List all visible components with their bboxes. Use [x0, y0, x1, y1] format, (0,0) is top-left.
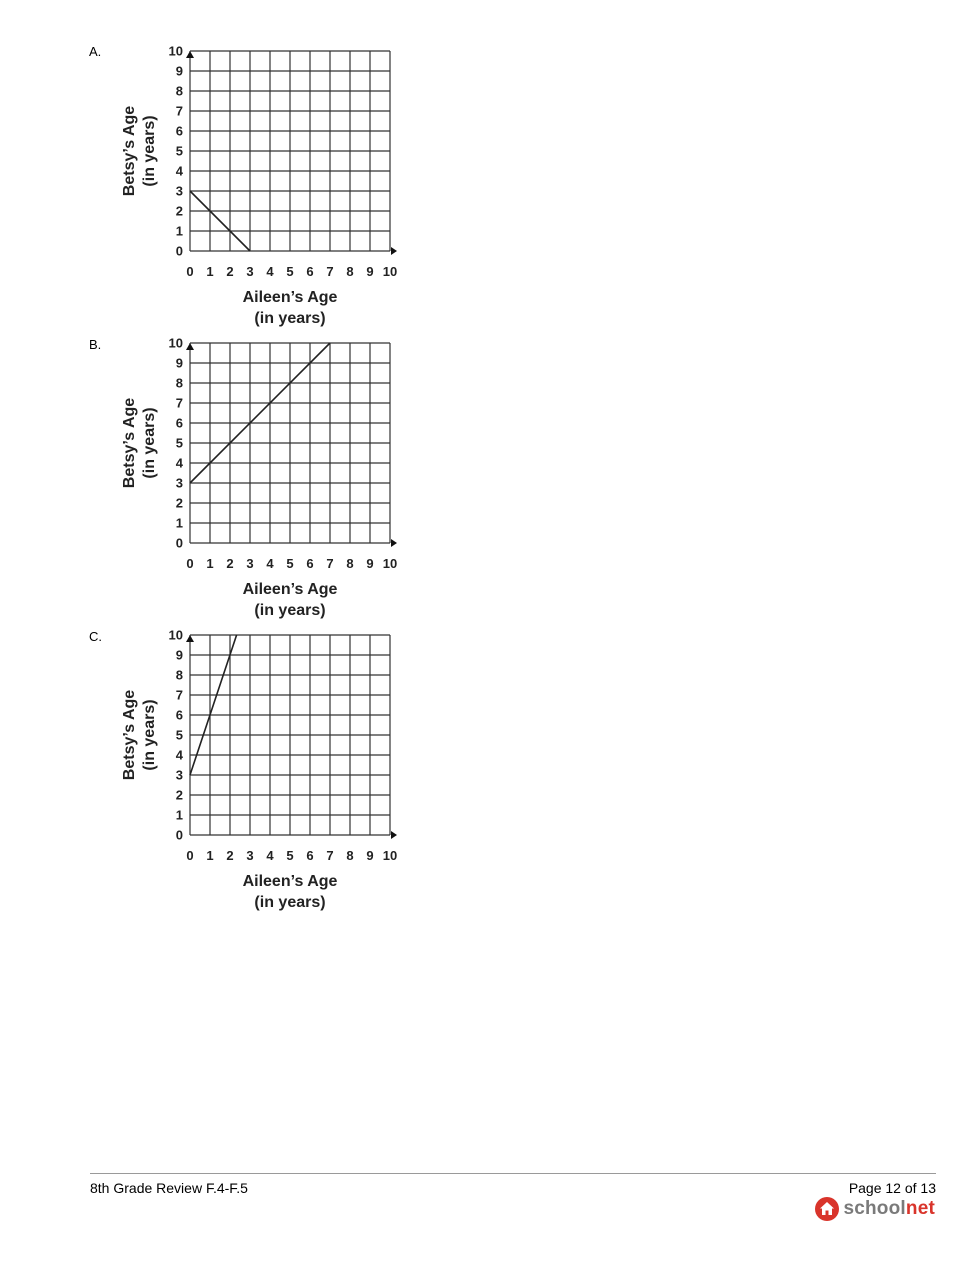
x-tick-label: 9	[366, 264, 374, 279]
x-tick-label: 3	[246, 556, 254, 571]
y-axis-arrow	[186, 635, 194, 642]
y-tick-label: 6	[175, 123, 183, 139]
y-tick-label: 10	[168, 627, 183, 643]
y-tick-label: 8	[175, 83, 183, 99]
y-axis-arrow	[186, 343, 194, 350]
y-tick-label: 10	[168, 43, 183, 59]
x-axis-label: Aileen’s Age	[242, 581, 338, 598]
y-tick-label: 2	[175, 787, 183, 803]
series-line	[190, 343, 330, 483]
y-tick-label: 1	[175, 515, 183, 531]
y-axis-label: (in years)	[141, 699, 158, 771]
y-axis-label: Betsy’s Age	[121, 397, 138, 489]
y-tick-label: 4	[175, 747, 183, 763]
x-axis-label: Aileen’s Age	[242, 289, 338, 306]
logo-net-text: net	[905, 1198, 935, 1219]
x-tick-label: 3	[246, 264, 254, 279]
y-tick-label: 7	[175, 687, 183, 703]
y-tick-label: 5	[175, 727, 183, 743]
x-tick-label: 0	[186, 848, 194, 863]
x-tick-label: 7	[326, 556, 334, 571]
option-a-graph	[112, 40, 412, 330]
y-axis-label: (in years)	[141, 407, 158, 479]
x-tick-label: 8	[346, 264, 354, 279]
x-tick-label: 4	[266, 848, 274, 863]
x-axis-label: (in years)	[254, 310, 326, 327]
option-b-graph-svg	[112, 332, 412, 622]
schoolnet-logo	[815, 1196, 935, 1222]
x-tick-label: 1	[206, 264, 214, 279]
x-tick-label: 6	[306, 848, 314, 863]
x-tick-label: 0	[186, 556, 194, 571]
y-axis-arrow	[186, 51, 194, 58]
y-axis-label: Betsy’s Age	[121, 689, 138, 781]
y-tick-label: 0	[175, 827, 183, 843]
x-tick-label: 4	[266, 556, 274, 571]
house-icon	[815, 1197, 839, 1221]
x-axis-label: (in years)	[254, 602, 326, 619]
x-tick-label: 2	[226, 264, 234, 279]
x-axis-arrow	[391, 831, 397, 839]
page-number: Page 12 of 13	[848, 1180, 936, 1196]
option-c-letter: C.	[89, 629, 102, 644]
y-tick-label: 7	[175, 395, 183, 411]
x-tick-label: 1	[206, 556, 214, 571]
logo-school-text: school	[843, 1198, 906, 1219]
y-tick-label: 3	[175, 475, 183, 491]
x-tick-label: 9	[366, 848, 374, 863]
y-tick-label: 5	[175, 143, 183, 159]
x-tick-label: 10	[382, 848, 398, 863]
y-axis-label: (in years)	[141, 115, 158, 187]
x-axis-arrow	[391, 247, 397, 255]
x-tick-label: 4	[266, 264, 274, 279]
series-line	[190, 191, 250, 251]
y-tick-label: 2	[175, 203, 183, 219]
x-axis-label: Aileen’s Age	[242, 873, 338, 890]
y-tick-label: 0	[175, 243, 183, 259]
y-tick-label: 8	[175, 375, 183, 391]
x-tick-label: 10	[382, 556, 398, 571]
footer-divider	[90, 1173, 936, 1174]
x-axis-label: (in years)	[254, 894, 326, 911]
y-tick-label: 6	[175, 415, 183, 431]
footer-title: 8th Grade Review F.4-F.5	[90, 1180, 248, 1196]
y-tick-label: 4	[175, 163, 183, 179]
x-tick-label: 8	[346, 556, 354, 571]
y-tick-label: 3	[175, 183, 183, 199]
y-tick-label: 1	[175, 807, 183, 823]
x-tick-label: 5	[286, 848, 294, 863]
y-axis-label: Betsy’s Age	[121, 105, 138, 197]
x-tick-label: 7	[326, 264, 334, 279]
y-tick-label: 4	[175, 455, 183, 471]
x-tick-label: 6	[306, 556, 314, 571]
x-tick-label: 10	[382, 264, 398, 279]
y-tick-label: 7	[175, 103, 183, 119]
x-tick-label: 2	[226, 848, 234, 863]
y-tick-label: 9	[175, 355, 183, 371]
option-c-graph-svg	[112, 624, 412, 914]
logo-wordmark	[843, 1198, 935, 1220]
option-b-letter: B.	[89, 337, 102, 352]
y-tick-label: 8	[175, 667, 183, 683]
y-tick-label: 5	[175, 435, 183, 451]
y-tick-label: 3	[175, 767, 183, 783]
x-tick-label: 8	[346, 848, 354, 863]
x-tick-label: 6	[306, 264, 314, 279]
y-tick-label: 9	[175, 647, 183, 663]
x-tick-label: 3	[246, 848, 254, 863]
y-tick-label: 0	[175, 535, 183, 551]
y-tick-label: 1	[175, 223, 183, 239]
option-a-letter: A.	[89, 44, 102, 59]
x-tick-label: 1	[206, 848, 214, 863]
x-tick-label: 2	[226, 556, 234, 571]
y-tick-label: 6	[175, 707, 183, 723]
x-tick-label: 7	[326, 848, 334, 863]
y-tick-label: 10	[168, 335, 183, 351]
option-c-graph	[112, 624, 412, 914]
y-tick-label: 2	[175, 495, 183, 511]
x-tick-label: 0	[186, 264, 194, 279]
y-tick-label: 9	[175, 63, 183, 79]
x-tick-label: 5	[286, 556, 294, 571]
x-axis-arrow	[391, 539, 397, 547]
option-b-graph	[112, 332, 412, 622]
x-tick-label: 5	[286, 264, 294, 279]
option-a-graph-svg	[112, 40, 412, 330]
x-tick-label: 9	[366, 556, 374, 571]
